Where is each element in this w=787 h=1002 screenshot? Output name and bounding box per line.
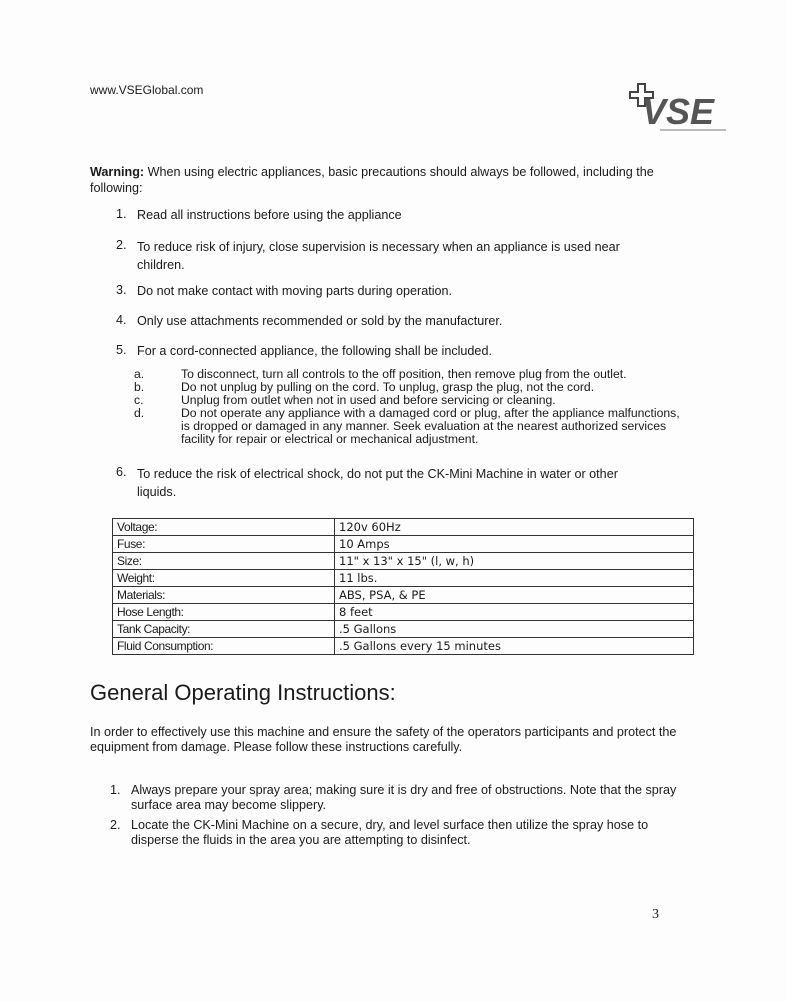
spec-value: 120v 60Hz bbox=[335, 519, 694, 536]
sublist-letter: c. bbox=[134, 393, 144, 407]
spec-label: Voltage: bbox=[113, 519, 335, 536]
sublist-text: Do not unplug by pulling on the cord. To unplug, grasp the plug, not the cord. bbox=[181, 380, 595, 394]
spec-value: .5 Gallons every 15 minutes bbox=[335, 638, 694, 655]
specifications-table bbox=[112, 518, 694, 655]
list-number: 4. bbox=[116, 313, 127, 327]
step-item: Always prepare your spray area; making sure it is dry and free of obstructions. Note that the spray surface area may become slippery. bbox=[131, 783, 677, 812]
spec-label: Fluid Consumption: bbox=[113, 638, 335, 655]
step-number: 1. bbox=[110, 783, 121, 797]
warning-text: When using electric appliances, basic precautions should always be followed, including the following: bbox=[90, 165, 654, 195]
warning-paragraph bbox=[90, 164, 680, 196]
list-item: Do not make contact with moving parts during operation. bbox=[137, 284, 453, 298]
spec-value: 10 Amps bbox=[335, 536, 694, 553]
spec-row bbox=[113, 638, 694, 655]
spec-value: 11 lbs. bbox=[335, 570, 694, 587]
list-item: Only use attachments recommended or sold by the manufacturer. bbox=[137, 314, 503, 328]
spec-row bbox=[113, 570, 694, 587]
sublist-text: Do not operate any appliance with a damaged cord or plug, after the appliance malfunctions, is dropped or damaged in any manner. Seek evaluation at the nearest authorized services facility for repair or electrical or mechanical adjustment. bbox=[181, 406, 680, 446]
list-item: To reduce the risk of electrical shock, do not put the CK-Mini Machine in water or other liquids. bbox=[137, 467, 618, 499]
spec-row bbox=[113, 621, 694, 638]
spec-label: Hose Length: bbox=[113, 604, 335, 621]
spec-label: Materials: bbox=[113, 587, 335, 604]
spec-label: Weight: bbox=[113, 570, 335, 587]
spec-value: .5 Gallons bbox=[335, 621, 694, 638]
spec-row bbox=[113, 536, 694, 553]
spec-value: ABS, PSA, & PE bbox=[335, 587, 694, 604]
spec-row bbox=[113, 604, 694, 621]
spec-row bbox=[113, 519, 694, 536]
spec-value: 8 feet bbox=[335, 604, 694, 621]
list-item: Read all instructions before using the appliance bbox=[137, 208, 402, 222]
spec-label: Size: bbox=[113, 553, 335, 570]
section-title: General Operating Instructions: bbox=[90, 680, 396, 705]
sublist-letter: d. bbox=[134, 406, 145, 420]
list-item: To reduce risk of injury, close supervision is necessary when an appliance is used near children. bbox=[137, 240, 620, 272]
spec-row bbox=[113, 553, 694, 570]
page-number: 3 bbox=[652, 907, 659, 922]
spec-label: Tank Capacity: bbox=[113, 621, 335, 638]
list-number: 6. bbox=[116, 465, 127, 479]
step-item: Locate the CK-Mini Machine on a secure, dry, and level surface then utilize the spray hose to disperse the fluids in the area you are attempting to disinfect. bbox=[131, 818, 649, 847]
warning-label: Warning: bbox=[90, 165, 145, 179]
list-number: 3. bbox=[116, 283, 127, 297]
list-number: 5. bbox=[116, 343, 127, 357]
step-number: 2. bbox=[110, 818, 121, 832]
list-item: For a cord-connected appliance, the following shall be included. bbox=[137, 344, 492, 358]
section-intro: In order to effectively use this machine and ensure the safety of the operators participants and protect the equipment from damage. Please follow these instructions carefully. bbox=[90, 725, 677, 754]
vse-logo bbox=[620, 78, 730, 134]
spec-row bbox=[113, 587, 694, 604]
sublist-letter: b. bbox=[134, 380, 145, 394]
list-number: 1. bbox=[116, 207, 127, 221]
website-url: www.VSEGlobal.com bbox=[90, 83, 204, 97]
spec-value: 11" x 13" x 15" (l, w, h) bbox=[335, 553, 694, 570]
sublist-text: To disconnect, turn all controls to the off position, then remove plug from the outlet. bbox=[181, 367, 627, 381]
sublist-text: Unplug from outlet when not in used and before servicing or cleaning. bbox=[181, 393, 556, 407]
svg-text:VSE: VSE bbox=[642, 91, 715, 132]
sublist-letter: a. bbox=[134, 367, 145, 381]
spec-label: Fuse: bbox=[113, 536, 335, 553]
list-number: 2. bbox=[116, 238, 127, 252]
